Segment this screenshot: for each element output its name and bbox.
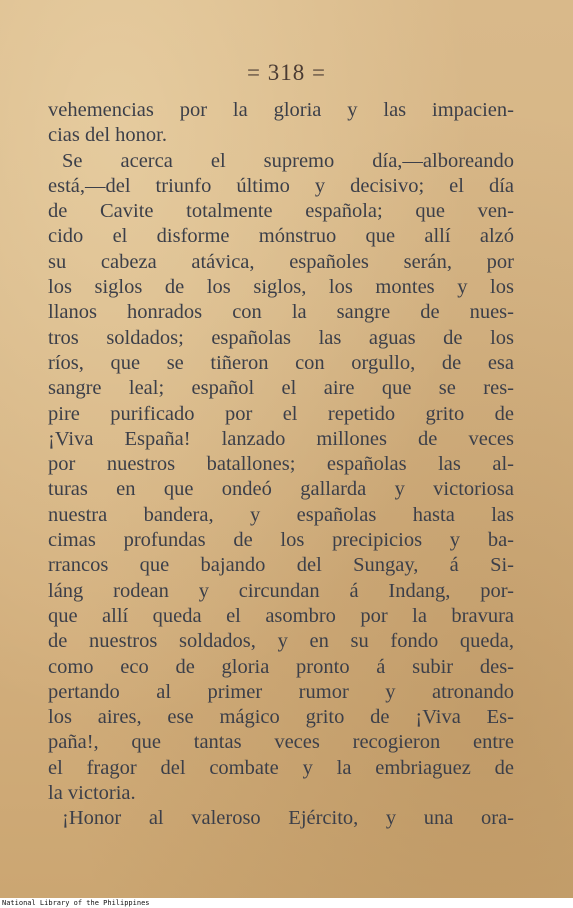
text-line: tros soldados; españolas las aguas de los (48, 326, 514, 349)
text-line: de Cavite totalmente española; que ven- (48, 200, 514, 223)
footer-bar (0, 898, 573, 908)
text-line: de nuestros soldados, y en su fondo queda, (48, 630, 514, 653)
text-line: que allí queda el asombro por la bravura (48, 604, 514, 627)
text-line: pertando al primer rumor y atronando (48, 680, 514, 703)
text-line: su cabeza atávica, españoles serán, por (48, 250, 514, 273)
text-line: Se acerca el supremo día,—alboreando (62, 149, 514, 172)
page-number: = 318 = (247, 60, 326, 85)
text-line: paña!, que tantas veces recogieron entre (48, 731, 514, 754)
text-line: cido el disforme mónstruo que allí alzó (48, 225, 514, 248)
text-line: ¡Honor al valeroso Ejército, y una ora- (62, 807, 514, 830)
text-line: por nuestros batallones; españolas las al- (48, 453, 514, 476)
text-line: nuestra bandera, y españolas hasta las (48, 503, 514, 526)
text-line: los siglos de los siglos, los montes y los (48, 276, 514, 299)
body-text (48, 98, 514, 832)
text-line: ríos, que se tiñeron con orgullo, de esa (48, 351, 514, 374)
text-line: el fragor del combate y la embriaguez de (48, 756, 514, 779)
text-line: la victoria. (48, 782, 136, 805)
text-line: los aires, ese mágico grito de ¡Viva Es- (48, 706, 514, 729)
text-line: está,—del triunfo último y decisivo; el día (48, 174, 514, 197)
text-line: pire purificado por el repetido grito de (48, 402, 514, 425)
text-line: llanos honrados con la sangre de nues- (48, 301, 514, 324)
text-line: ¡Viva España! lanzado millones de veces (48, 427, 514, 450)
text-line: turas en que ondeó gallarda y victoriosa (48, 478, 514, 501)
library-credit: National Library of the Philippines (2, 899, 150, 907)
text-line: vehemencias por la gloria y las impacien- (48, 99, 514, 121)
text-line: cimas profundas de los precipicios y ba- (48, 529, 514, 552)
text-line: láng rodean y circundan á Indang, por- (48, 579, 514, 602)
text-line: rrancos que bajando del Sungay, á Si- (48, 554, 514, 577)
text-line: cias del honor. (48, 124, 167, 147)
text-line: sangre leal; español el aire que se res- (48, 377, 514, 400)
text-line: como eco de gloria pronto á subir des- (48, 655, 514, 678)
